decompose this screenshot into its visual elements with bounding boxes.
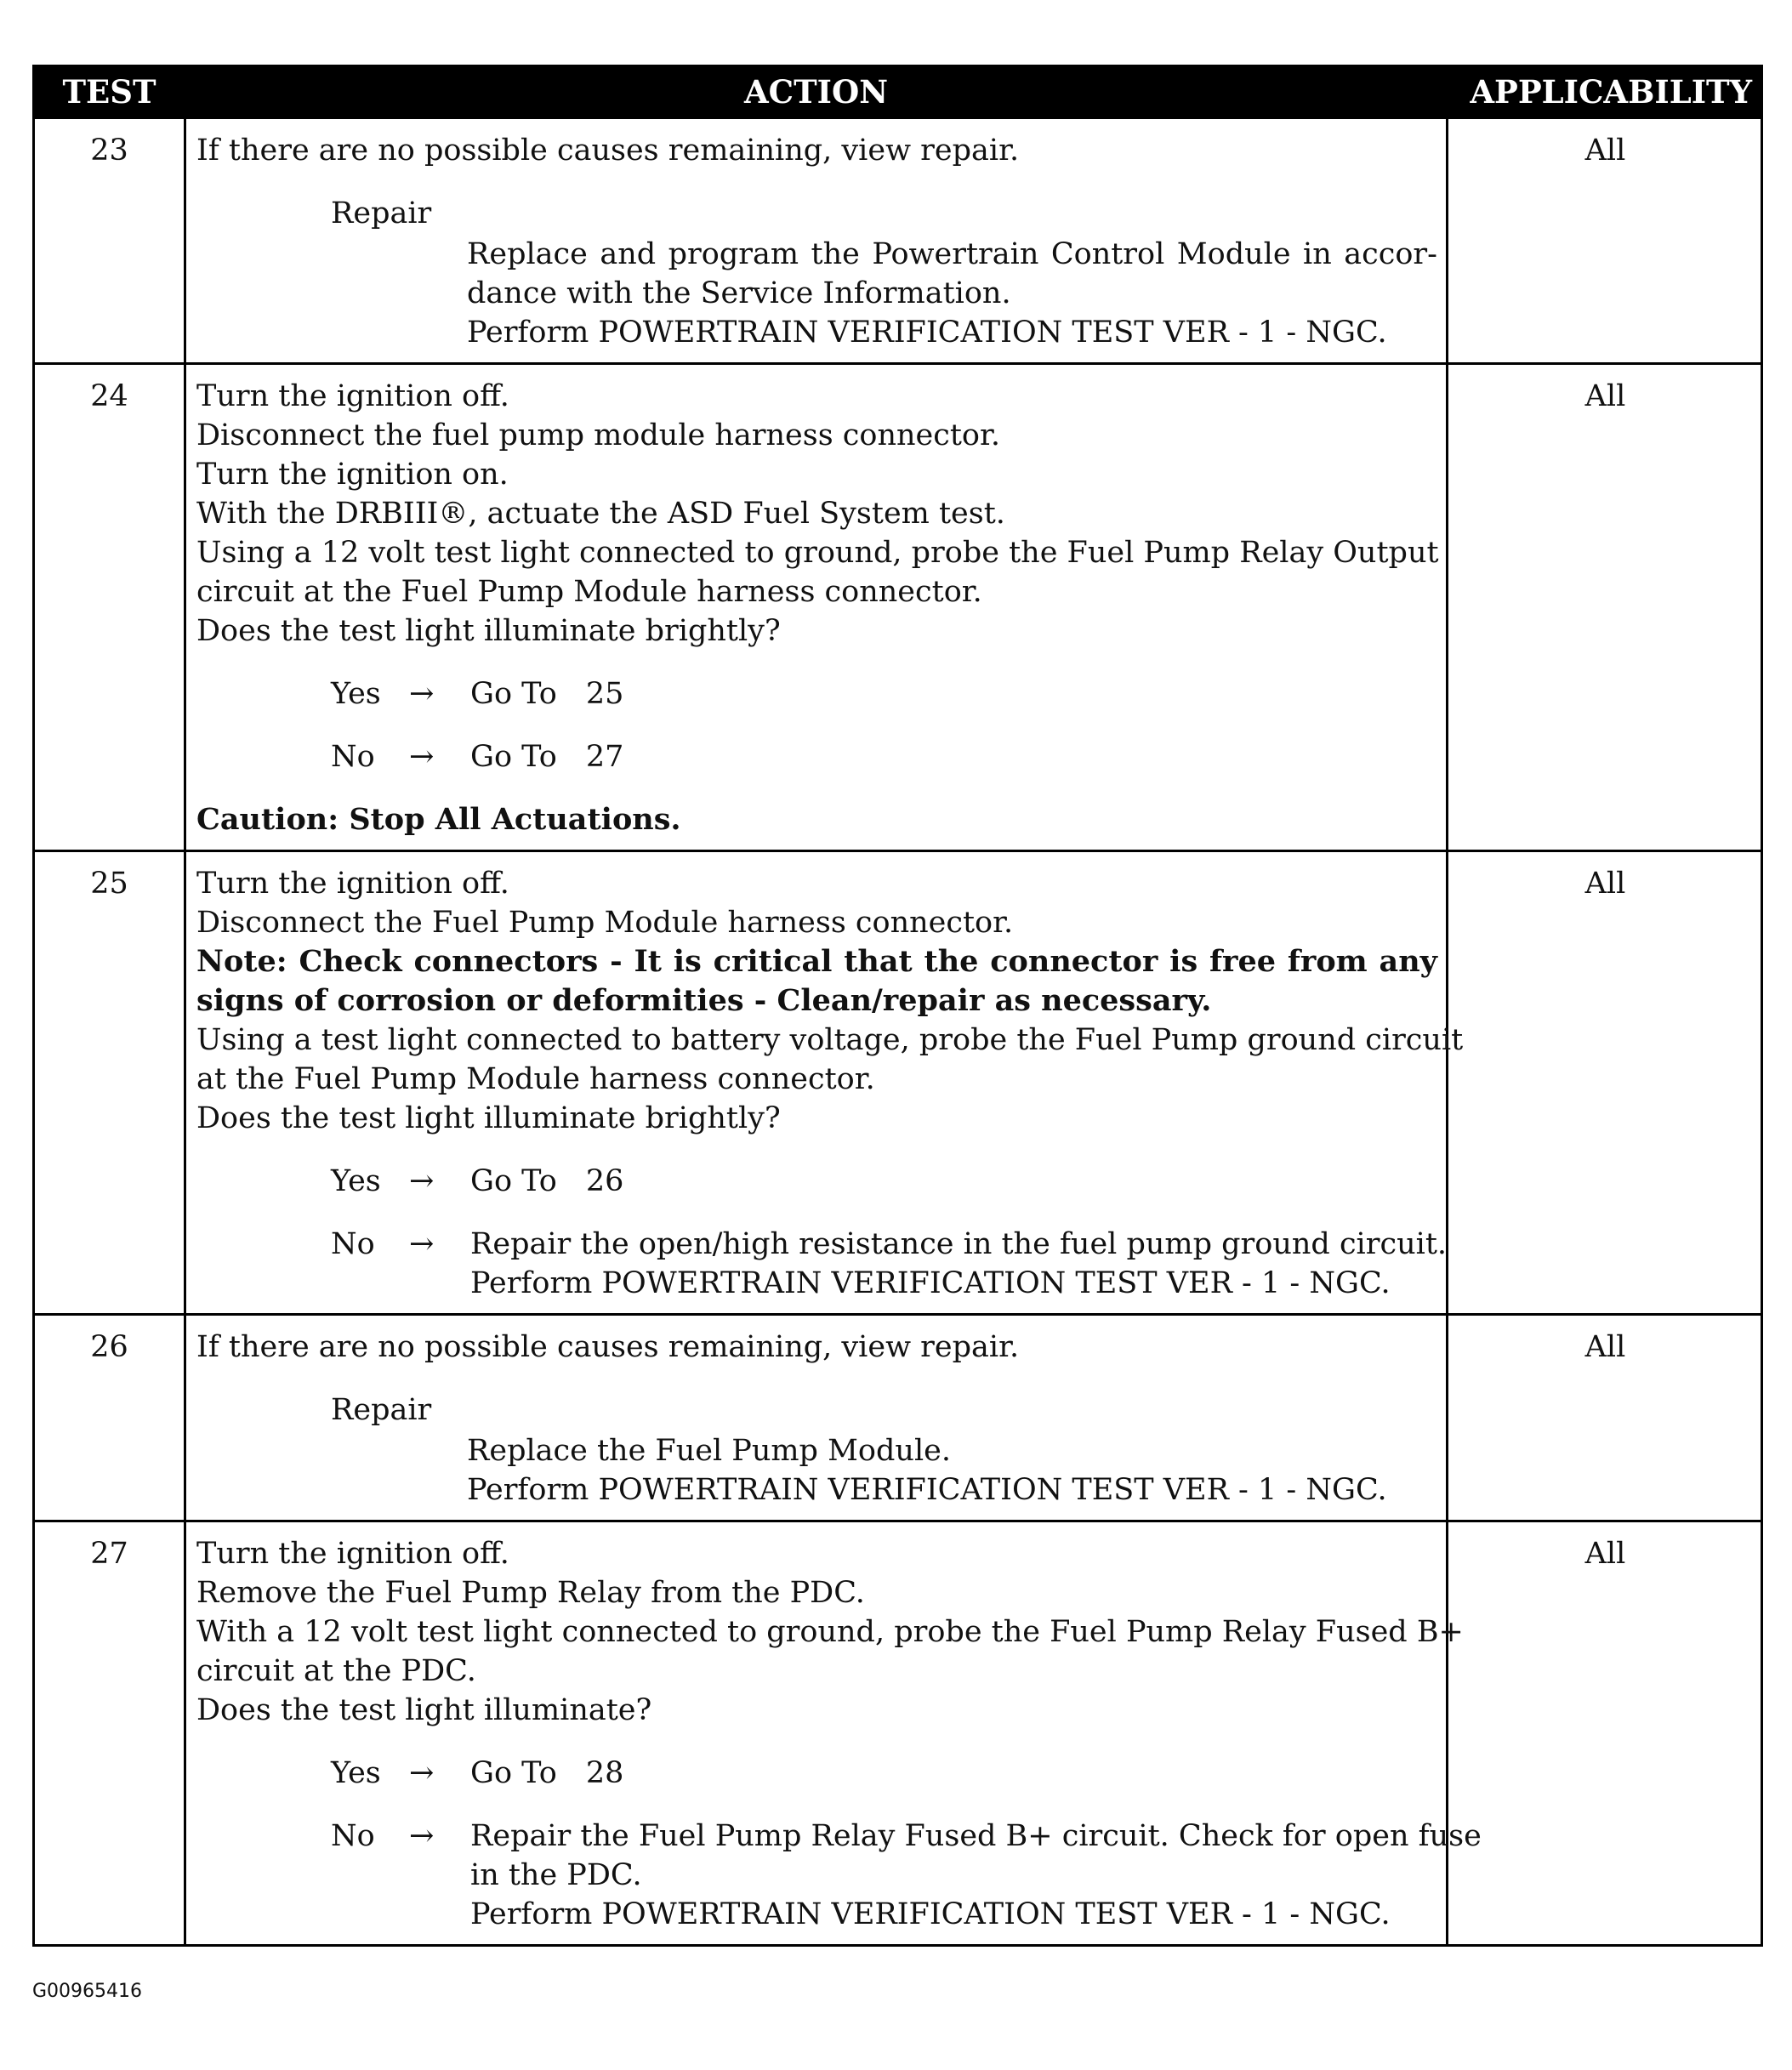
goto-number: 27 (585, 740, 624, 774)
yes-label: Yes (331, 1756, 381, 1790)
test-number: 24 (34, 364, 185, 851)
table-row-test-26 (34, 1315, 1762, 1521)
action-line: With a 12 volt test light connected to ground, probe the Fuel Pump Relay Fused B+ (196, 1615, 1464, 1649)
applicability-value: All (1448, 1315, 1762, 1521)
no-action-line: Perform POWERTRAIN VERIFICATION TEST VER - 1 - NGC. (470, 1266, 1391, 1300)
arrow-icon: → (409, 740, 435, 774)
action-line: Disconnect the Fuel Pump Module harness connector. (196, 906, 1014, 940)
arrow-icon: → (409, 677, 435, 711)
no-action-line: Perform POWERTRAIN VERIFICATION TEST VER - 1 - NGC. (470, 1897, 1391, 1931)
diagnostic-test-table (32, 65, 1763, 1947)
no-action-line: Repair the open/high resistance in the fuel pump ground circuit. (470, 1227, 1448, 1261)
arrow-icon: → (409, 1819, 435, 1853)
no-branch (196, 737, 1437, 776)
action-line: Using a 12 volt test light connected to ground, probe the Fuel Pump Relay Output (196, 536, 1439, 570)
action-line: Turn the ignition on. (196, 458, 509, 492)
arrow-icon: → (409, 1227, 435, 1261)
action-cell (185, 1315, 1448, 1521)
action-line: Does the test light illuminate brightly? (196, 614, 781, 648)
test-number: 25 (34, 851, 185, 1315)
repair-label: Repair (331, 196, 432, 230)
action-line: circuit at the PDC. (196, 1654, 476, 1688)
repair-label: Repair (331, 1393, 432, 1427)
yes-branch (196, 1162, 1437, 1201)
goto-number: 26 (585, 1164, 624, 1198)
goto-number: 25 (585, 677, 624, 711)
action-line: circuit at the Fuel Pump Module harness connector. (196, 575, 982, 609)
test-number: 23 (34, 118, 185, 364)
action-line: Does the test light illuminate brightly? (196, 1101, 781, 1135)
action-line: Turn the ignition off. (196, 1537, 509, 1571)
repair-line: Replace and program the Powertrain Control Module in accor- (467, 237, 1437, 271)
header-test: TEST (34, 66, 185, 118)
action-cell (185, 118, 1448, 364)
repair-instructions (196, 1430, 1437, 1510)
action-cell (185, 851, 1464, 1315)
table-row-test-23 (34, 118, 1762, 364)
test-number: 26 (34, 1315, 185, 1521)
caution-text: Caution: Stop All Actuations. (196, 802, 681, 837)
arrow-icon: → (409, 1164, 435, 1198)
table-row-test-24 (34, 364, 1762, 851)
yes-branch (196, 1754, 1437, 1793)
table-header-row (34, 66, 1762, 118)
yes-label: Yes (331, 1164, 381, 1198)
goto-label: Go To (470, 1756, 557, 1790)
action-line: If there are no possible causes remaining, view repair. (196, 1330, 1020, 1364)
action-line: If there are no possible causes remaining, view repair. (196, 134, 1020, 168)
no-action-line: in the PDC. (470, 1858, 642, 1892)
table-row-test-27 (34, 1521, 1762, 1946)
repair-instructions (196, 233, 1437, 352)
note-text: signs of corrosion or deformities - Clean/repair as necessary. (196, 983, 1212, 1018)
action-cell (185, 1521, 1482, 1946)
goto-label: Go To (470, 677, 557, 711)
repair-line: Replace the Fuel Pump Module. (467, 1434, 951, 1468)
action-line: Turn the ignition off. (196, 379, 509, 413)
yes-branch (196, 674, 1437, 714)
header-applicability: APPLICABILITY (1448, 66, 1762, 118)
repair-line: Perform POWERTRAIN VERIFICATION TEST VER - 1 - NGC. (467, 316, 1387, 350)
action-cell (185, 364, 1448, 851)
action-line: at the Fuel Pump Module harness connector. (196, 1062, 875, 1096)
no-label: No (331, 1227, 375, 1261)
no-branch (196, 1817, 1482, 1934)
no-label: No (331, 1819, 375, 1853)
goto-label: Go To (470, 740, 557, 774)
no-action-line: Repair the Fuel Pump Relay Fused B+ circuit. Check for open fuse (470, 1819, 1482, 1853)
no-label: No (331, 740, 375, 774)
applicability-value: All (1448, 118, 1762, 364)
arrow-icon: → (409, 1756, 435, 1790)
repair-line: Perform POWERTRAIN VERIFICATION TEST VER - 1 - NGC. (467, 1473, 1387, 1507)
applicability-value: All (1448, 851, 1762, 1315)
action-line: Using a test light connected to battery voltage, probe the Fuel Pump ground circuit (196, 1023, 1464, 1057)
goto-number: 28 (585, 1756, 624, 1790)
applicability-value: All (1448, 364, 1762, 851)
figure-id: G00965416 (32, 1981, 143, 2002)
table-row-test-25 (34, 851, 1762, 1315)
repair-line: dance with the Service Information. (467, 276, 1011, 310)
action-line: With the DRBIII®, actuate the ASD Fuel System test. (196, 497, 1005, 531)
note-text: Note: Check connectors - It is critical that the connector is free from any (196, 944, 1437, 979)
test-number: 27 (34, 1521, 185, 1946)
action-line: Disconnect the fuel pump module harness connector. (196, 418, 1001, 452)
action-line: Turn the ignition off. (196, 867, 509, 901)
no-branch (196, 1225, 1448, 1303)
goto-label: Go To (470, 1164, 557, 1198)
applicability-value: All (1448, 1521, 1762, 1946)
yes-label: Yes (331, 677, 381, 711)
header-action: ACTION (185, 66, 1448, 118)
action-line: Remove the Fuel Pump Relay from the PDC. (196, 1576, 865, 1610)
action-line: Does the test light illuminate? (196, 1693, 652, 1727)
